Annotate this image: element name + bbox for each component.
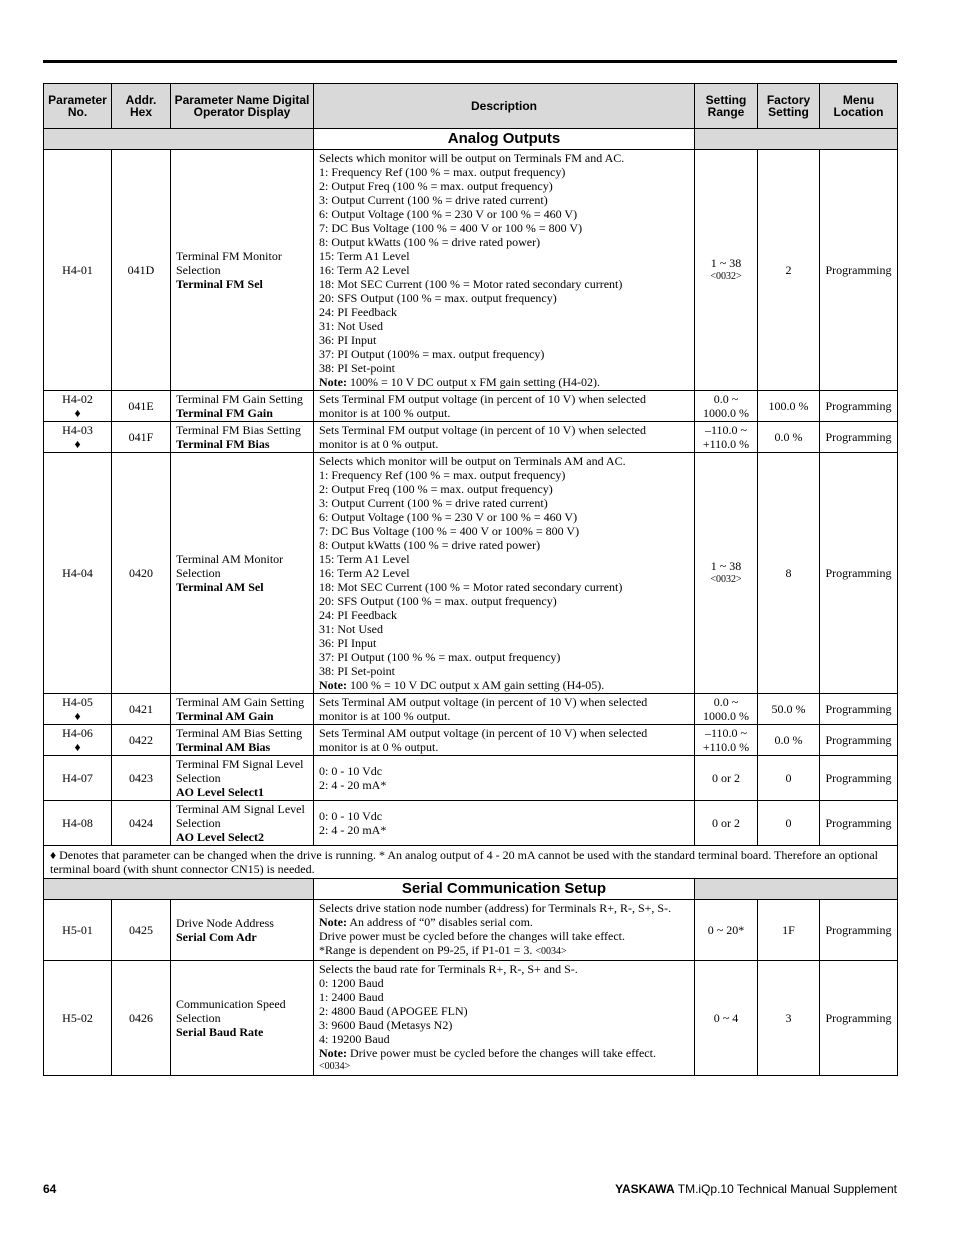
- footnote: ♦ Denotes that parameter can be changed when the drive is running. * An analog output of 4 - 20 mA cannot be used with the standard terminal board. Therefore an optional terminal board (with shunt connector CN15) is needed.: [44, 846, 898, 879]
- table-row: [44, 150, 898, 391]
- param-no: H4-05 ♦: [44, 694, 112, 725]
- menu-location: Programming: [820, 391, 898, 422]
- description: Sets Terminal FM output voltage (in percent of 10 V) when selected monitor is at 0 % output.: [314, 422, 695, 453]
- setting-range: 0.0 ~ 1000.0 %: [695, 694, 758, 725]
- param-name: Terminal AM Monitor Selection Terminal AM Sel: [171, 453, 314, 694]
- description: 0: 0 - 10 Vdc 2: 4 - 20 mA*: [314, 756, 695, 801]
- menu-location: Programming: [820, 756, 898, 801]
- factory-setting: 0: [758, 801, 820, 846]
- param-no: H4-04: [44, 453, 112, 694]
- table-row: [44, 694, 898, 725]
- param-no: H4-06 ♦: [44, 725, 112, 756]
- addr-hex: 0423: [112, 756, 171, 801]
- param-no: H4-03 ♦: [44, 422, 112, 453]
- factory-setting: 8: [758, 453, 820, 694]
- section-row-analog: [44, 129, 898, 150]
- top-rule: [43, 60, 897, 63]
- param-no: H4-02 ♦: [44, 391, 112, 422]
- description: Selects drive station node number (address) for Terminals R+, R-, S+, S-. Note: An address of “0” disables serial com. Drive power must be cycled before the changes will take effect. *Range is dependent on P9-25, if P1-01 = 3. <0034>: [314, 900, 695, 961]
- param-name: Communication Speed Selection Serial Baud Rate: [171, 961, 314, 1076]
- footer-title: [615, 1182, 897, 1196]
- menu-location: Programming: [820, 801, 898, 846]
- table-row: [44, 801, 898, 846]
- manual-title: TM.iQp.10 Technical Manual Supplement: [674, 1182, 897, 1196]
- table-row: [44, 453, 898, 694]
- param-no: H4-01: [44, 150, 112, 391]
- param-name: Terminal AM Signal Level Selection AO Level Select2: [171, 801, 314, 846]
- param-name: Terminal AM Gain Setting Terminal AM Gain: [171, 694, 314, 725]
- factory-setting: 50.0 %: [758, 694, 820, 725]
- menu-location: Programming: [820, 150, 898, 391]
- setting-range: 0 ~ 4: [695, 961, 758, 1076]
- param-name: Drive Node Address Serial Com Adr: [171, 900, 314, 961]
- param-no: H4-08: [44, 801, 112, 846]
- header-menu-location: Menu Location: [820, 84, 898, 129]
- setting-range: 0 ~ 20*: [695, 900, 758, 961]
- factory-setting: 0.0 %: [758, 422, 820, 453]
- factory-setting: 0: [758, 756, 820, 801]
- param-name: Terminal FM Signal Level Selection AO Level Select1: [171, 756, 314, 801]
- param-name: Terminal FM Monitor Selection Terminal FM Sel: [171, 150, 314, 391]
- description: Sets Terminal FM output voltage (in percent of 10 V) when selected monitor is at 100 % output.: [314, 391, 695, 422]
- description: Sets Terminal AM output voltage (in percent of 10 V) when selected monitor is at 0 % output.: [314, 725, 695, 756]
- setting-range: 0 or 2: [695, 756, 758, 801]
- param-name: Terminal FM Gain Setting Terminal FM Gain: [171, 391, 314, 422]
- param-name: Terminal FM Bias Setting Terminal FM Bias: [171, 422, 314, 453]
- note-label: Note:: [319, 375, 347, 389]
- section-title-analog: Analog Outputs: [314, 129, 695, 150]
- description: Selects the baud rate for Terminals R+, R-, S+ and S-. 0: 1200 Baud 1: 2400 Baud 2: 4800 Baud (APOGEE FLN) 3: 9600 Baud (Metasys N2) 4: 19200 Baud Note: Drive power must be cycled before the changes will take effect. <0034>: [314, 961, 695, 1076]
- addr-hex: 0424: [112, 801, 171, 846]
- addr-hex: 0421: [112, 694, 171, 725]
- header-factory-setting: Factory Setting: [758, 84, 820, 129]
- table-row: [44, 422, 898, 453]
- table-row: [44, 725, 898, 756]
- menu-location: Programming: [820, 422, 898, 453]
- param-no: H5-01: [44, 900, 112, 961]
- description: Selects which monitor will be output on Terminals AM and AC. 1: Frequency Ref (100 % = max. output frequency) 2: Output Freq (100 % = max. output frequency) 3: Output Current (100 % = drive rated current) 6: Output Voltage (100 % = 230 V or 100 % = 460 V) 7: DC Bus Voltage (100 % = 400 V or 100% = 800 V) 8: Output kWatts (100 % = drive rated power) 15: Term A1 Level 16: Term A2 Level 18: Mot SEC Current (100 % = Motor rated secondary current) 20: SFS Output (100 % = max. output frequency) 24: PI Feedback 31: Not Used 36: PI Input 37: PI Output (100 % % = max. output frequency) 38: PI Set-point Note: 100 % = 10 V DC output x AM gain setting (H4-05).: [314, 453, 695, 694]
- factory-setting: 2: [758, 150, 820, 391]
- parameter-table: [43, 83, 898, 1076]
- table-row: [44, 391, 898, 422]
- setting-range: 1 ~ 38 <0032>: [695, 150, 758, 391]
- description: Sets Terminal AM output voltage (in percent of 10 V) when selected monitor is at 100 % output.: [314, 694, 695, 725]
- factory-setting: 1F: [758, 900, 820, 961]
- setting-range: 0 or 2: [695, 801, 758, 846]
- section-title-serial: Serial Communication Setup: [314, 879, 695, 900]
- footnote-row: [44, 846, 898, 879]
- note-label: Note:: [319, 1046, 347, 1060]
- note-label: Note:: [319, 678, 347, 692]
- setting-range: –110.0 ~ +110.0 %: [695, 422, 758, 453]
- addr-hex: 0422: [112, 725, 171, 756]
- brand-name: YASKAWA: [615, 1182, 675, 1196]
- diamond-icon: ♦: [74, 406, 81, 420]
- description: Selects which monitor will be output on Terminals FM and AC. 1: Frequency Ref (100 % = max. output frequency) 2: Output Freq (100 % = max. output frequency) 3: Output Current (100 % = drive rated current) 6: Output Voltage (100 % = 230 V or 100 % = 460 V) 7: DC Bus Voltage (100 % = 400 V or 100 % = 800 V) 8: Output kWatts (100 % = drive rated power) 15: Term A1 Level 16: Term A2 Level 18: Mot SEC Current (100 % = Motor rated secondary current) 20: SFS Output (100 % = max. output frequency) 24: PI Feedback 31: Not Used 36: PI Input 37: PI Output (100% = max. output frequency) 38: PI Set-point Note: 100% = 10 V DC output x FM gain setting (H4-02).: [314, 150, 695, 391]
- menu-location: Programming: [820, 725, 898, 756]
- param-name: Terminal AM Bias Setting Terminal AM Bias: [171, 725, 314, 756]
- table-row: [44, 756, 898, 801]
- section-row-serial: [44, 879, 898, 900]
- param-no: H5-02: [44, 961, 112, 1076]
- menu-location: Programming: [820, 694, 898, 725]
- header-description: Description: [314, 84, 695, 129]
- header-param-no: Parameter No.: [44, 84, 112, 129]
- factory-setting: 3: [758, 961, 820, 1076]
- diamond-icon: ♦: [74, 437, 81, 451]
- header-addr-hex: Addr. Hex: [112, 84, 171, 129]
- addr-hex: 0420: [112, 453, 171, 694]
- header-param-name: Parameter Name Digital Operator Display: [171, 84, 314, 129]
- table-row: [44, 900, 898, 961]
- table-header-row: [44, 84, 898, 129]
- setting-range: 0.0 ~ 1000.0 %: [695, 391, 758, 422]
- addr-hex: 0426: [112, 961, 171, 1076]
- addr-hex: 041E: [112, 391, 171, 422]
- diamond-icon: ♦: [74, 740, 81, 754]
- header-setting-range: Setting Range: [695, 84, 758, 129]
- factory-setting: 0.0 %: [758, 725, 820, 756]
- factory-setting: 100.0 %: [758, 391, 820, 422]
- page-number: 64: [43, 1182, 57, 1196]
- addr-hex: 0425: [112, 900, 171, 961]
- addr-hex: 041F: [112, 422, 171, 453]
- table-row: [44, 961, 898, 1076]
- param-no: H4-07: [44, 756, 112, 801]
- note-label: Note:: [319, 915, 347, 929]
- diamond-icon: ♦: [74, 709, 81, 723]
- setting-range: 1 ~ 38 <0032>: [695, 453, 758, 694]
- addr-hex: 041D: [112, 150, 171, 391]
- menu-location: Programming: [820, 961, 898, 1076]
- setting-range: –110.0 ~ +110.0 %: [695, 725, 758, 756]
- description: 0: 0 - 10 Vdc 2: 4 - 20 mA*: [314, 801, 695, 846]
- menu-location: Programming: [820, 453, 898, 694]
- menu-location: Programming: [820, 900, 898, 961]
